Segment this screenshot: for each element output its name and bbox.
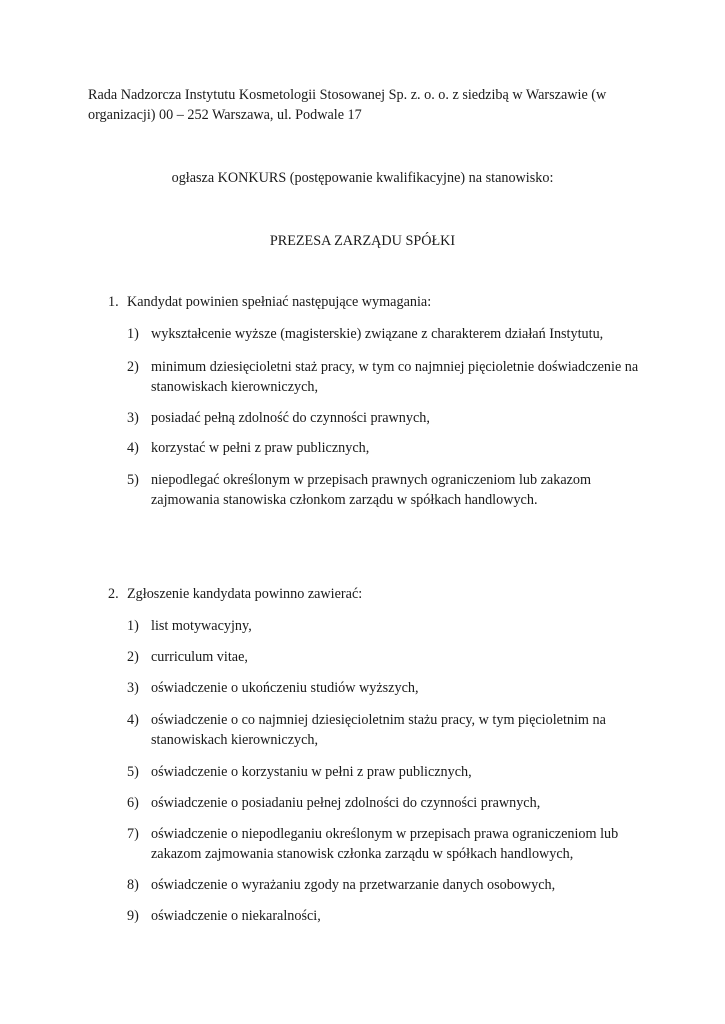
section-2-heading	[108, 584, 362, 604]
list-item	[127, 824, 647, 864]
list-item	[127, 710, 647, 750]
list-item	[127, 906, 647, 926]
announcement-line: ogłasza KONKURS (postępowanie kwalifikacyjne) na stanowisko:	[171, 170, 554, 186]
list-item-text: oświadczenie o niekaralności,	[151, 908, 321, 924]
list-item-text: korzystać w pełni z praw publicznych,	[151, 440, 370, 456]
list-item	[127, 357, 647, 397]
list-item-number: 7)	[127, 826, 139, 842]
list-item-number: 5)	[127, 472, 139, 488]
list-item	[127, 793, 647, 813]
list-item-number: 5)	[127, 764, 139, 780]
section-number: 1.	[108, 294, 119, 310]
list-item	[127, 875, 647, 895]
list-item-number: 9)	[127, 908, 139, 924]
list-item-number: 2)	[127, 649, 139, 665]
list-item-number: 1)	[127, 618, 139, 634]
list-item	[127, 762, 647, 782]
list-item-number: 1)	[127, 326, 139, 342]
list-item-number: 2)	[127, 359, 139, 375]
page-title: PREZESA ZARZĄDU SPÓŁKI	[269, 233, 456, 249]
list-item-text: niepodlegać określonym w przepisach prawnych ograniczeniom lub zakazom zajmowania stanowiska członkom zarządu w spółkach handlowych.	[151, 472, 592, 508]
list-item-number: 3)	[127, 410, 139, 426]
list-item-text: oświadczenie o ukończeniu studiów wyższych,	[151, 680, 419, 696]
list-item-text: oświadczenie o posiadaniu pełnej zdolności do czynności prawnych,	[151, 795, 541, 811]
list-item	[127, 678, 647, 698]
section-1-heading	[108, 292, 431, 312]
list-item-text: list motywacyjny,	[151, 618, 252, 634]
intro-paragraph: Rada Nadzorcza Instytutu Kosmetologii Stosowanej Sp. z. o. o. z siedzibą w Warszawie (w organizacji) 00 – 252 Warszawa, ul. Podwale 17	[88, 87, 607, 123]
list-item-text: posiadać pełną zdolność do czynności prawnych,	[151, 410, 430, 426]
list-item	[127, 616, 647, 636]
list-item-text: oświadczenie o co najmniej dziesięcioletnim stażu pracy, w tym pięcioletnim na stanowiskach kierowniczych,	[151, 712, 606, 748]
list-item-text: oświadczenie o wyrażaniu zgody na przetwarzanie danych osobowych,	[151, 877, 556, 893]
section-heading-text: Kandydat powinien spełniać następujące wymagania:	[127, 294, 432, 310]
list-item-text: oświadczenie o niepodleganiu określonym w przepisach prawa ograniczeniom lub zakazom zajmowania stanowisk członka zarządu w spółkach handlowych,	[151, 826, 619, 862]
list-item	[127, 408, 647, 428]
list-item-number: 8)	[127, 877, 139, 893]
list-item	[127, 324, 647, 344]
list-item-text: curriculum vitae,	[151, 649, 248, 665]
list-item	[127, 470, 647, 510]
list-item-text: oświadczenie o korzystaniu w pełni z praw publicznych,	[151, 764, 472, 780]
section-number: 2.	[108, 586, 119, 602]
list-item	[127, 438, 647, 458]
section-heading-text: Zgłoszenie kandydata powinno zawierać:	[127, 586, 363, 602]
list-item-number: 4)	[127, 440, 139, 456]
list-item	[127, 647, 647, 667]
list-item-text: wykształcenie wyższe (magisterskie) związane z charakterem działań Instytutu,	[151, 326, 604, 342]
list-item-text: minimum dziesięcioletni staż pracy, w tym co najmniej pięcioletnie doświadczenie na stanowiskach kierowniczych,	[151, 359, 639, 395]
list-item-number: 4)	[127, 712, 139, 728]
list-item-number: 3)	[127, 680, 139, 696]
list-item-number: 6)	[127, 795, 139, 811]
